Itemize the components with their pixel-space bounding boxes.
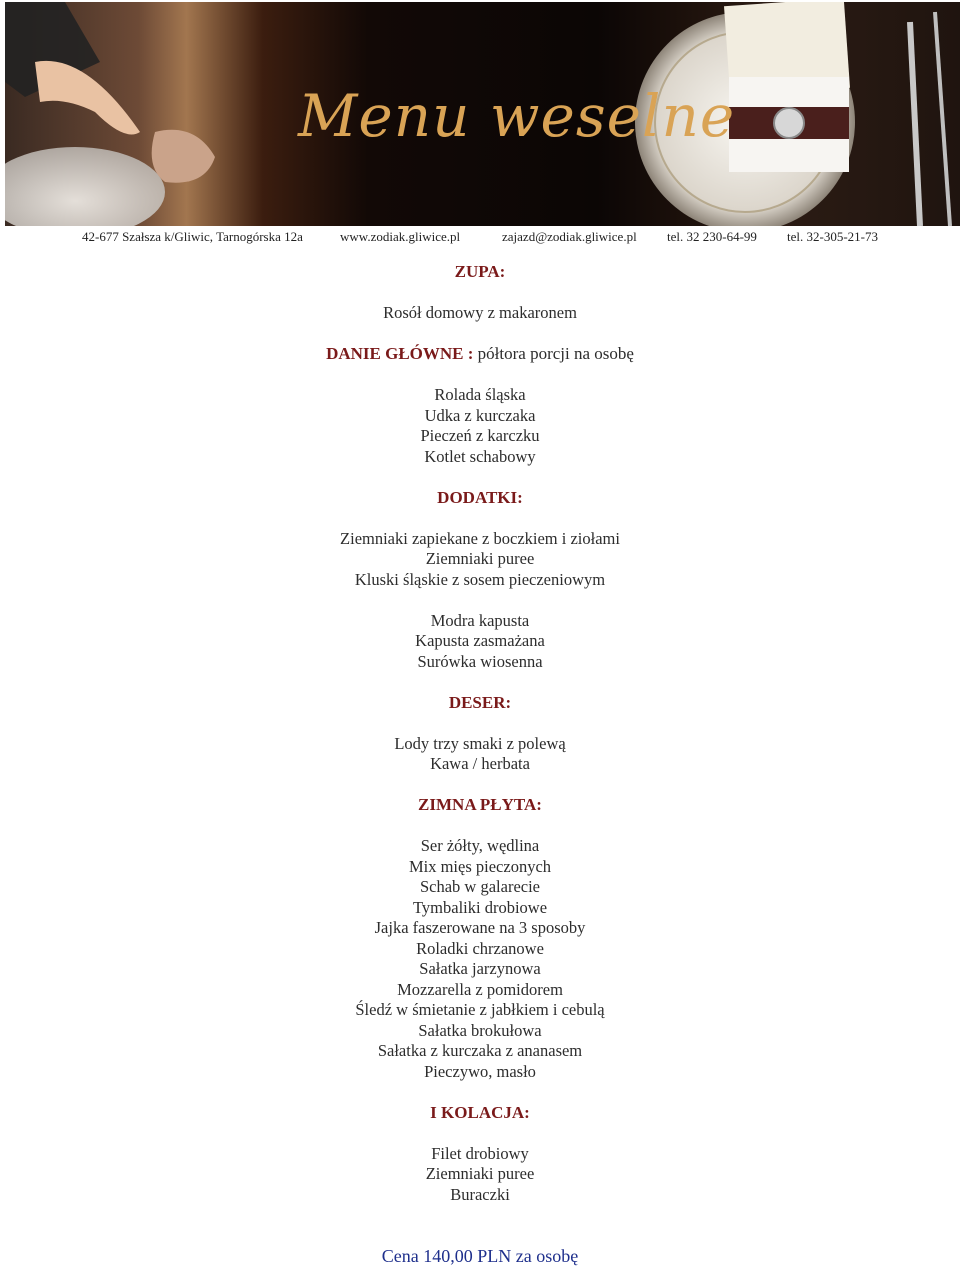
header-banner — [5, 2, 960, 226]
banner-title: Menu weselne — [298, 82, 736, 150]
contact-phone-1: tel. 32 230-64-99 — [667, 229, 757, 244]
menu-item: Kotlet schabowy — [424, 446, 536, 466]
menu-item: Modra kapusta — [430, 610, 530, 630]
menu-item: Rolada śląska — [434, 385, 526, 404]
section-heading-zupa: ZUPA: — [454, 262, 506, 281]
menu-item: Surówka wiosenna — [417, 651, 543, 671]
contact-phone-2: tel. 32-305-21-73 — [787, 229, 878, 244]
menu-item: Ziemniaki puree — [425, 1164, 535, 1183]
price-per-person: Cena 140,00 PLN za osobę — [381, 1246, 579, 1266]
contact-bar — [0, 229, 960, 247]
menu-item: Tymbaliki drobiowe — [412, 897, 548, 917]
danie-portion-note: półtora porcji na osobę — [473, 344, 634, 363]
menu-item: Mix mięs pieczonych — [408, 856, 552, 876]
menu-item: Pieczeń z karczku — [420, 426, 540, 445]
menu-item: Sałatka brokułowa — [418, 1020, 542, 1040]
menu-item: Ziemniaki puree — [425, 549, 535, 568]
section-heading-danie — [0, 344, 960, 365]
menu-item: Pieczywo, masło — [424, 1061, 536, 1081]
danie-heading-label: DANIE GŁÓWNE : — [326, 344, 474, 363]
contact-website[interactable]: www.zodiak.gliwice.pl — [340, 229, 461, 244]
menu-item: Ziemniaki zapiekane z boczkiem i ziołami — [340, 528, 620, 548]
menu-content — [0, 262, 960, 1205]
menu-item: Udka z kurczaka — [424, 405, 536, 425]
section-heading-dodatki: DODATKI: — [437, 487, 523, 507]
contact-email[interactable]: zajazd@zodiak.gliwice.pl — [502, 229, 637, 244]
menu-item: Rosół domowy z makaronem — [383, 303, 577, 322]
menu-item: Schab w galarecie — [419, 877, 541, 896]
menu-item: Lody trzy smaki z polewą — [394, 733, 566, 753]
menu-item: Sałatka jarzynowa — [419, 959, 541, 978]
menu-item: Roladki chrzanowe — [416, 938, 544, 958]
menu-item: Kluski śląskie z sosem pieczeniowym — [354, 569, 606, 589]
section-heading-zimna-plyta: ZIMNA PŁYTA: — [418, 795, 542, 814]
menu-item: Mozzarella z pomidorem — [397, 979, 563, 999]
menu-item: Ser żółty, wędlina — [420, 836, 540, 855]
section-heading-deser: DESER: — [448, 692, 512, 712]
contact-address: 42-677 Szałsza k/Gliwic, Tarnogórska 12a — [82, 229, 303, 244]
menu-item: Buraczki — [450, 1184, 510, 1204]
section-heading-kolacja: I KOLACJA: — [430, 1102, 530, 1122]
menu-item: Filet drobiowy — [431, 1143, 529, 1163]
menu-item: Kawa / herbata — [430, 754, 530, 773]
menu-item: Sałatka z kurczaka z ananasem — [377, 1041, 583, 1060]
menu-item: Jajka faszerowane na 3 sposoby — [374, 918, 586, 937]
menu-item: Śledź w śmietanie z jabłkiem i cebulą — [355, 1000, 605, 1019]
menu-item: Kapusta zasmażana — [415, 631, 545, 650]
